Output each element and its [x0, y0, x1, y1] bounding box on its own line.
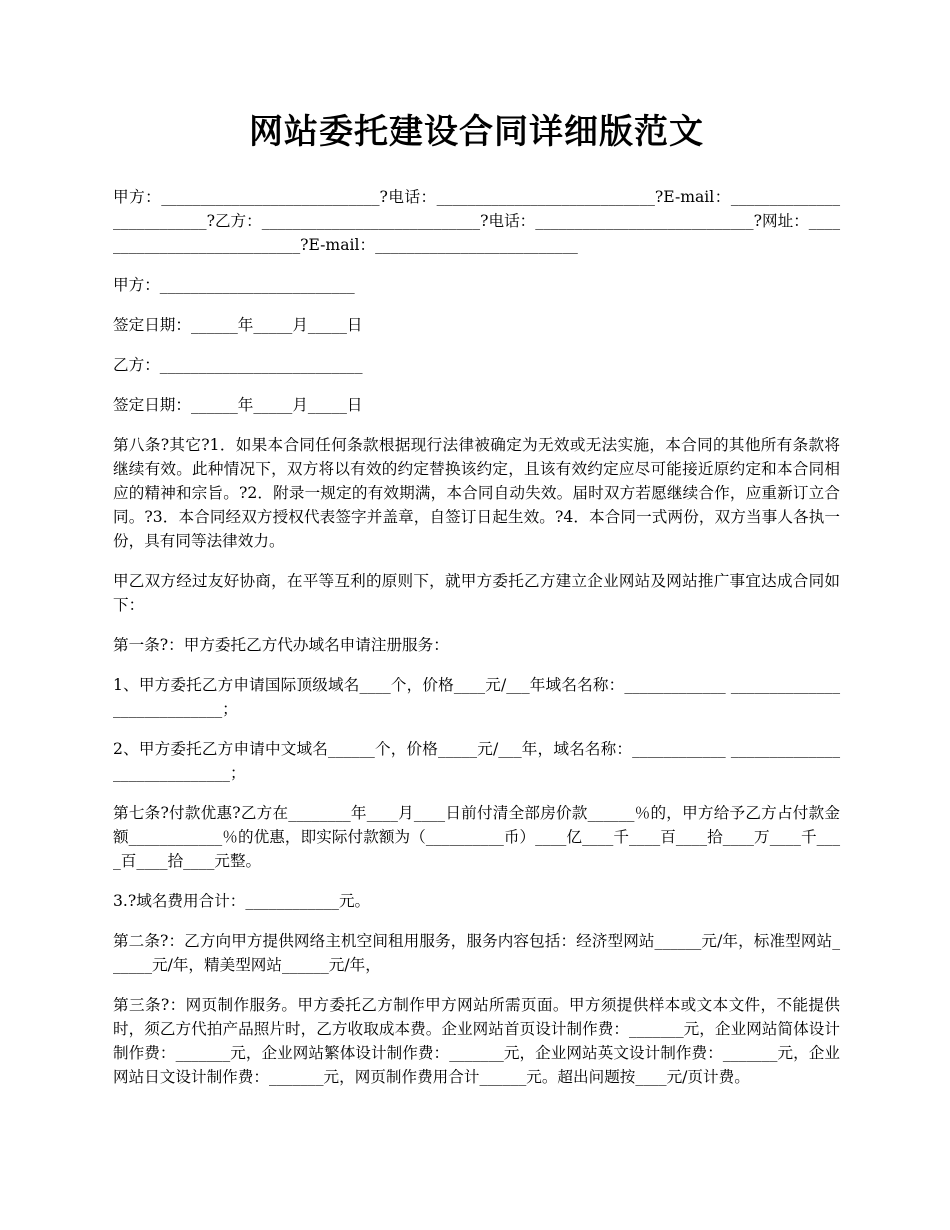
article-1-item-1: 1、甲方委托乙方申请国际顶级域名____个，价格____元/___年域名名称：_____________ ____________________________； [113, 675, 840, 718]
party-contact-info: 甲方：____________________________?电话：____________________________?E-mail：__________________________?乙方：____________________________?电话：____________________________?网址：____________________________?E-mail：__________________________ [113, 187, 840, 254]
document-title: 网站委托建设合同详细版范文 [249, 112, 704, 152]
domain-fee-total: 3.?域名费用合计：____________元。 [113, 891, 371, 910]
article-1-item-2: 2、甲方委托乙方申请中文域名______个，价格_____元/___年，域名名称：____________ _____________________________； [113, 739, 840, 782]
article-2-hosting: 第二条?：乙方向甲方提供网络主机空间租用服务，服务内容包括：经济型网站______元/年，标准型网站______元/年，精美型网站______元/年， [113, 931, 840, 974]
article-8-other: 第八条?其它?1．如果本合同任何条款根据现行法律被确定为无效或无法实施，本合同的其他所有条款将继续有效。此种情况下，双方将以有效的约定替换该约定，且该有效约定应尽可能接近原约定和本合同相应的精神和宗旨。?2．附录一规定的有效期满，本合同自动失效。届时双方若愿继续合作，应重新订立合同。?3．本合同经双方授权代表签字并盖章，自签订日起生效。?4．本合同一式两份，双方当事人各执一份，具有同等法律效力。 [113, 435, 840, 550]
party-a-sign-date: 签定日期：______年_____月_____日 [113, 315, 363, 334]
article-1-heading: 第一条?：甲方委托乙方代办域名申请注册服务： [113, 635, 449, 654]
article-3-web-design: 第三条?：网页制作服务。甲方委托乙方制作甲方网站所需页面。甲方须提供样本或文本文件，不能提供时，须乙方代拍产品照片时，乙方收取成本费。企业网站首页设计制作费：_______元，企业网站简体设计制作费：_______元，企业网站繁体设计制作费：_______元，企业网站英文设计制作费：_______元，企业网站日文设计制作费：_______元，网页制作费用合计______元。超出问题按____元/页计费。 [113, 995, 840, 1086]
party-b-sign-date: 签定日期：______年_____月_____日 [113, 395, 363, 414]
preamble: 甲乙双方经过友好协商，在平等互利的原则下，就甲方委托乙方建立企业网站及网站推广事宜达成合同如下： [113, 571, 840, 614]
article-7-payment-discount: 第七条?付款优惠?乙方在________年____月____日前付清全部房价款______％的，甲方给予乙方占付款金额____________％的优惠，即实际付款额为（__________币）____亿____千____百____拾____万____千____百____拾____元整。 [113, 803, 840, 870]
party-a-signature: 甲方：_________________________ [113, 275, 355, 294]
party-b-signature: 乙方：__________________________ [113, 355, 363, 374]
document-page [113, 112, 840, 1105]
